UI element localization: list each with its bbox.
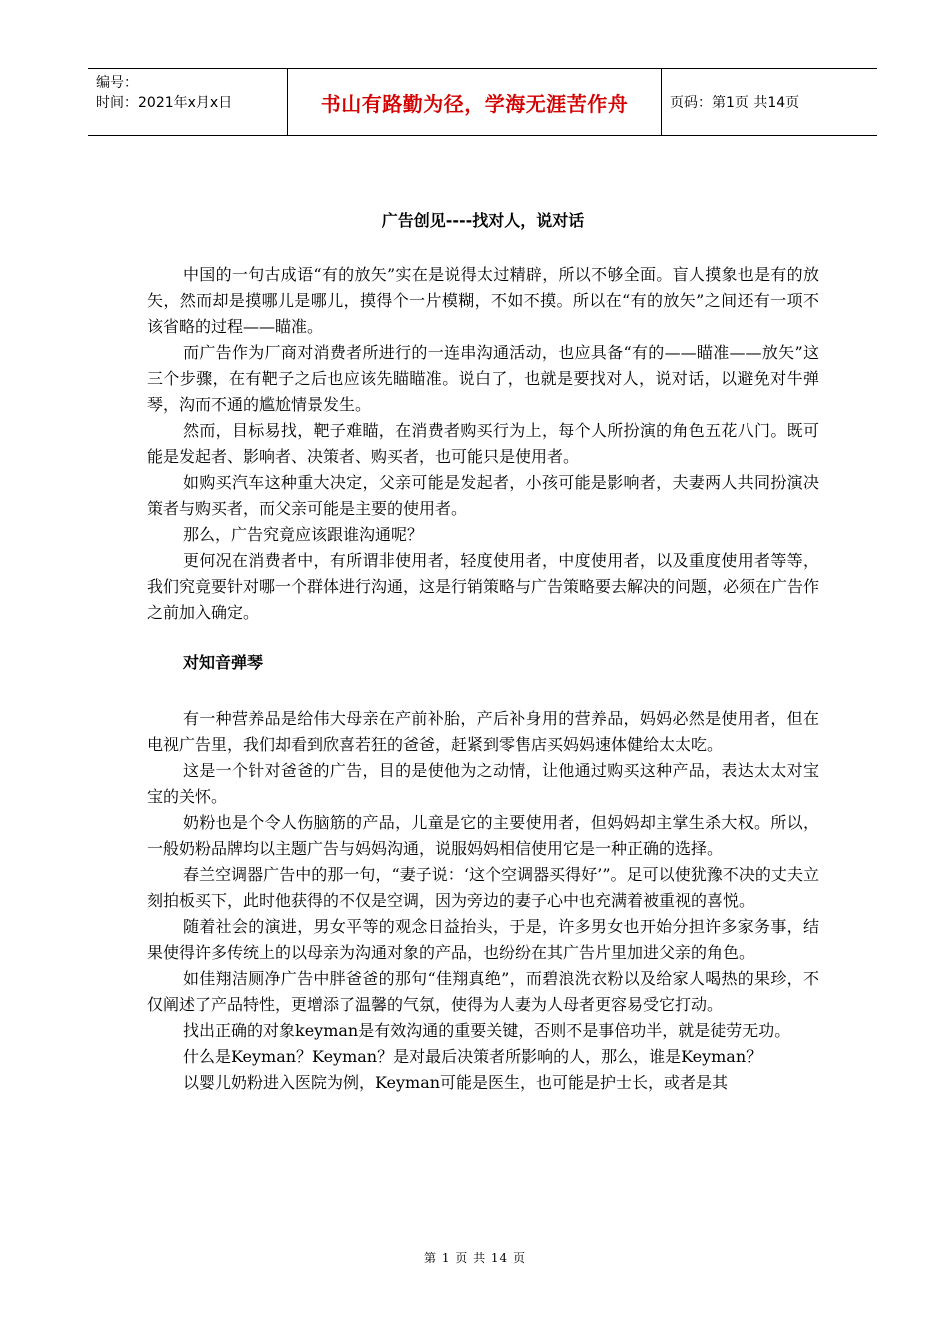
paragraph: 这是一个针对爸爸的广告，目的是使他为之动情，让他通过购买这种产品，表达太太对宝宝的关怀。 [147, 761, 819, 806]
paragraph: 什么是Keyman？Keyman？是对最后决策者所影响的人，那么，谁是Keyman？ [183, 1047, 763, 1066]
section-heading: 对知音弹琴 [183, 653, 264, 672]
time-label: 时间：2021年x月x日 [96, 95, 233, 111]
paragraph: 那么，广告究竟应该跟谁沟通呢？ [183, 525, 424, 544]
paragraph: 奶粉也是个令人伤脑筋的产品，儿童是它的主要使用者，但妈妈却主掌生杀大权。所以，一般奶粉品牌均以主题广告与妈妈沟通，说服妈妈相信使用它是一种正确的选择。 [147, 813, 819, 858]
paragraph: 如佳翔洁厕净广告中胖爸爸的那句“佳翔真绝”，而碧浪洗衣粉以及给家人喝热的果珍，不仅阐述了产品特性，更增添了温馨的气氛，使得为人妻为人母者更容易受它打动。 [147, 969, 819, 1014]
document-header [88, 68, 877, 136]
paragraph: 春兰空调器广告中的那一句，“妻子说：‘这个空调器买得好’”。足可以使犹豫不决的丈夫立刻拍板买下，此时他获得的不仅是空调，因为旁边的妻子心中也充满着被重视的喜悦。 [147, 865, 819, 910]
paragraph: 以婴儿奶粉进入医院为例，Keyman可能是医生，也可能是护士长，或者是其 [183, 1073, 729, 1092]
page-footer: 第 1 页 共 14 页 [424, 1251, 526, 1265]
document-title: 广告创见----找对人，说对话 [381, 211, 585, 230]
paragraph: 更何况在消费者中，有所谓非使用者，轻度使用者，中度使用者，以及重度使用者等等，我们究竟要针对哪一个群体进行沟通，这是行销策略与广告策略要去解决的问题，必须在广告作之前加入确定。 [147, 551, 820, 622]
number-label: 编号： [96, 75, 138, 91]
header-meta [96, 73, 232, 113]
document-body [147, 200, 819, 1096]
paragraph: 有一种营养品是给伟大母亲在产前补胎，产后补身用的营养品，妈妈必然是使用者，但在电视广告里，我们却看到欣喜若狂的爸爸，赶紧到零售店买妈妈速体健给太太吃。 [147, 709, 819, 754]
paragraph: 如购买汽车这种重大决定，父亲可能是发起者，小孩可能是影响者，夫妻两人共同扮演决策者与购买者，而父亲可能是主要的使用者。 [147, 473, 819, 518]
header-motto: 书山有路勤为径，学海无涯苦作舟 [320, 91, 629, 116]
paragraph: 然而，目标易找，靶子难瞄，在消费者购买行为上，每个人所扮演的角色五花八门。既可能是发起者、影响者、决策者、购买者，也可能只是使用者。 [147, 421, 819, 466]
header-page-label: 页码：第1页 共14页 [670, 95, 800, 111]
paragraph: 中国的一句古成语“有的放矢”实在是说得太过精辟，所以不够全面。盲人摸象也是有的放矢，然而却是摸哪儿是哪儿，摸得个一片模糊，不如不摸。所以在“有的放矢”之间还有一项不该省略的过程——瞄准。 [147, 265, 819, 336]
header-divider [661, 69, 662, 135]
paragraph: 而广告作为厂商对消费者所进行的一连串沟通活动，也应具备“有的——瞄准——放矢”这三个步骤，在有靶子之后也应该先瞄瞄准。说白了，也就是要找对人，说对话，以避免对牛弹琴，沟而不通的尴尬情景发生。 [147, 343, 819, 414]
paragraph: 随着社会的演进，男女平等的观念日益抬头，于是，许多男女也开始分担许多家务事，结果使得许多传统上的以母亲为沟通对象的产品，也纷纷在其广告片里加进父亲的角色。 [147, 917, 819, 962]
paragraph: 找出正确的对象keyman是有效沟通的重要关键，否则不是事倍功半，就是徒劳无功。 [183, 1021, 791, 1040]
